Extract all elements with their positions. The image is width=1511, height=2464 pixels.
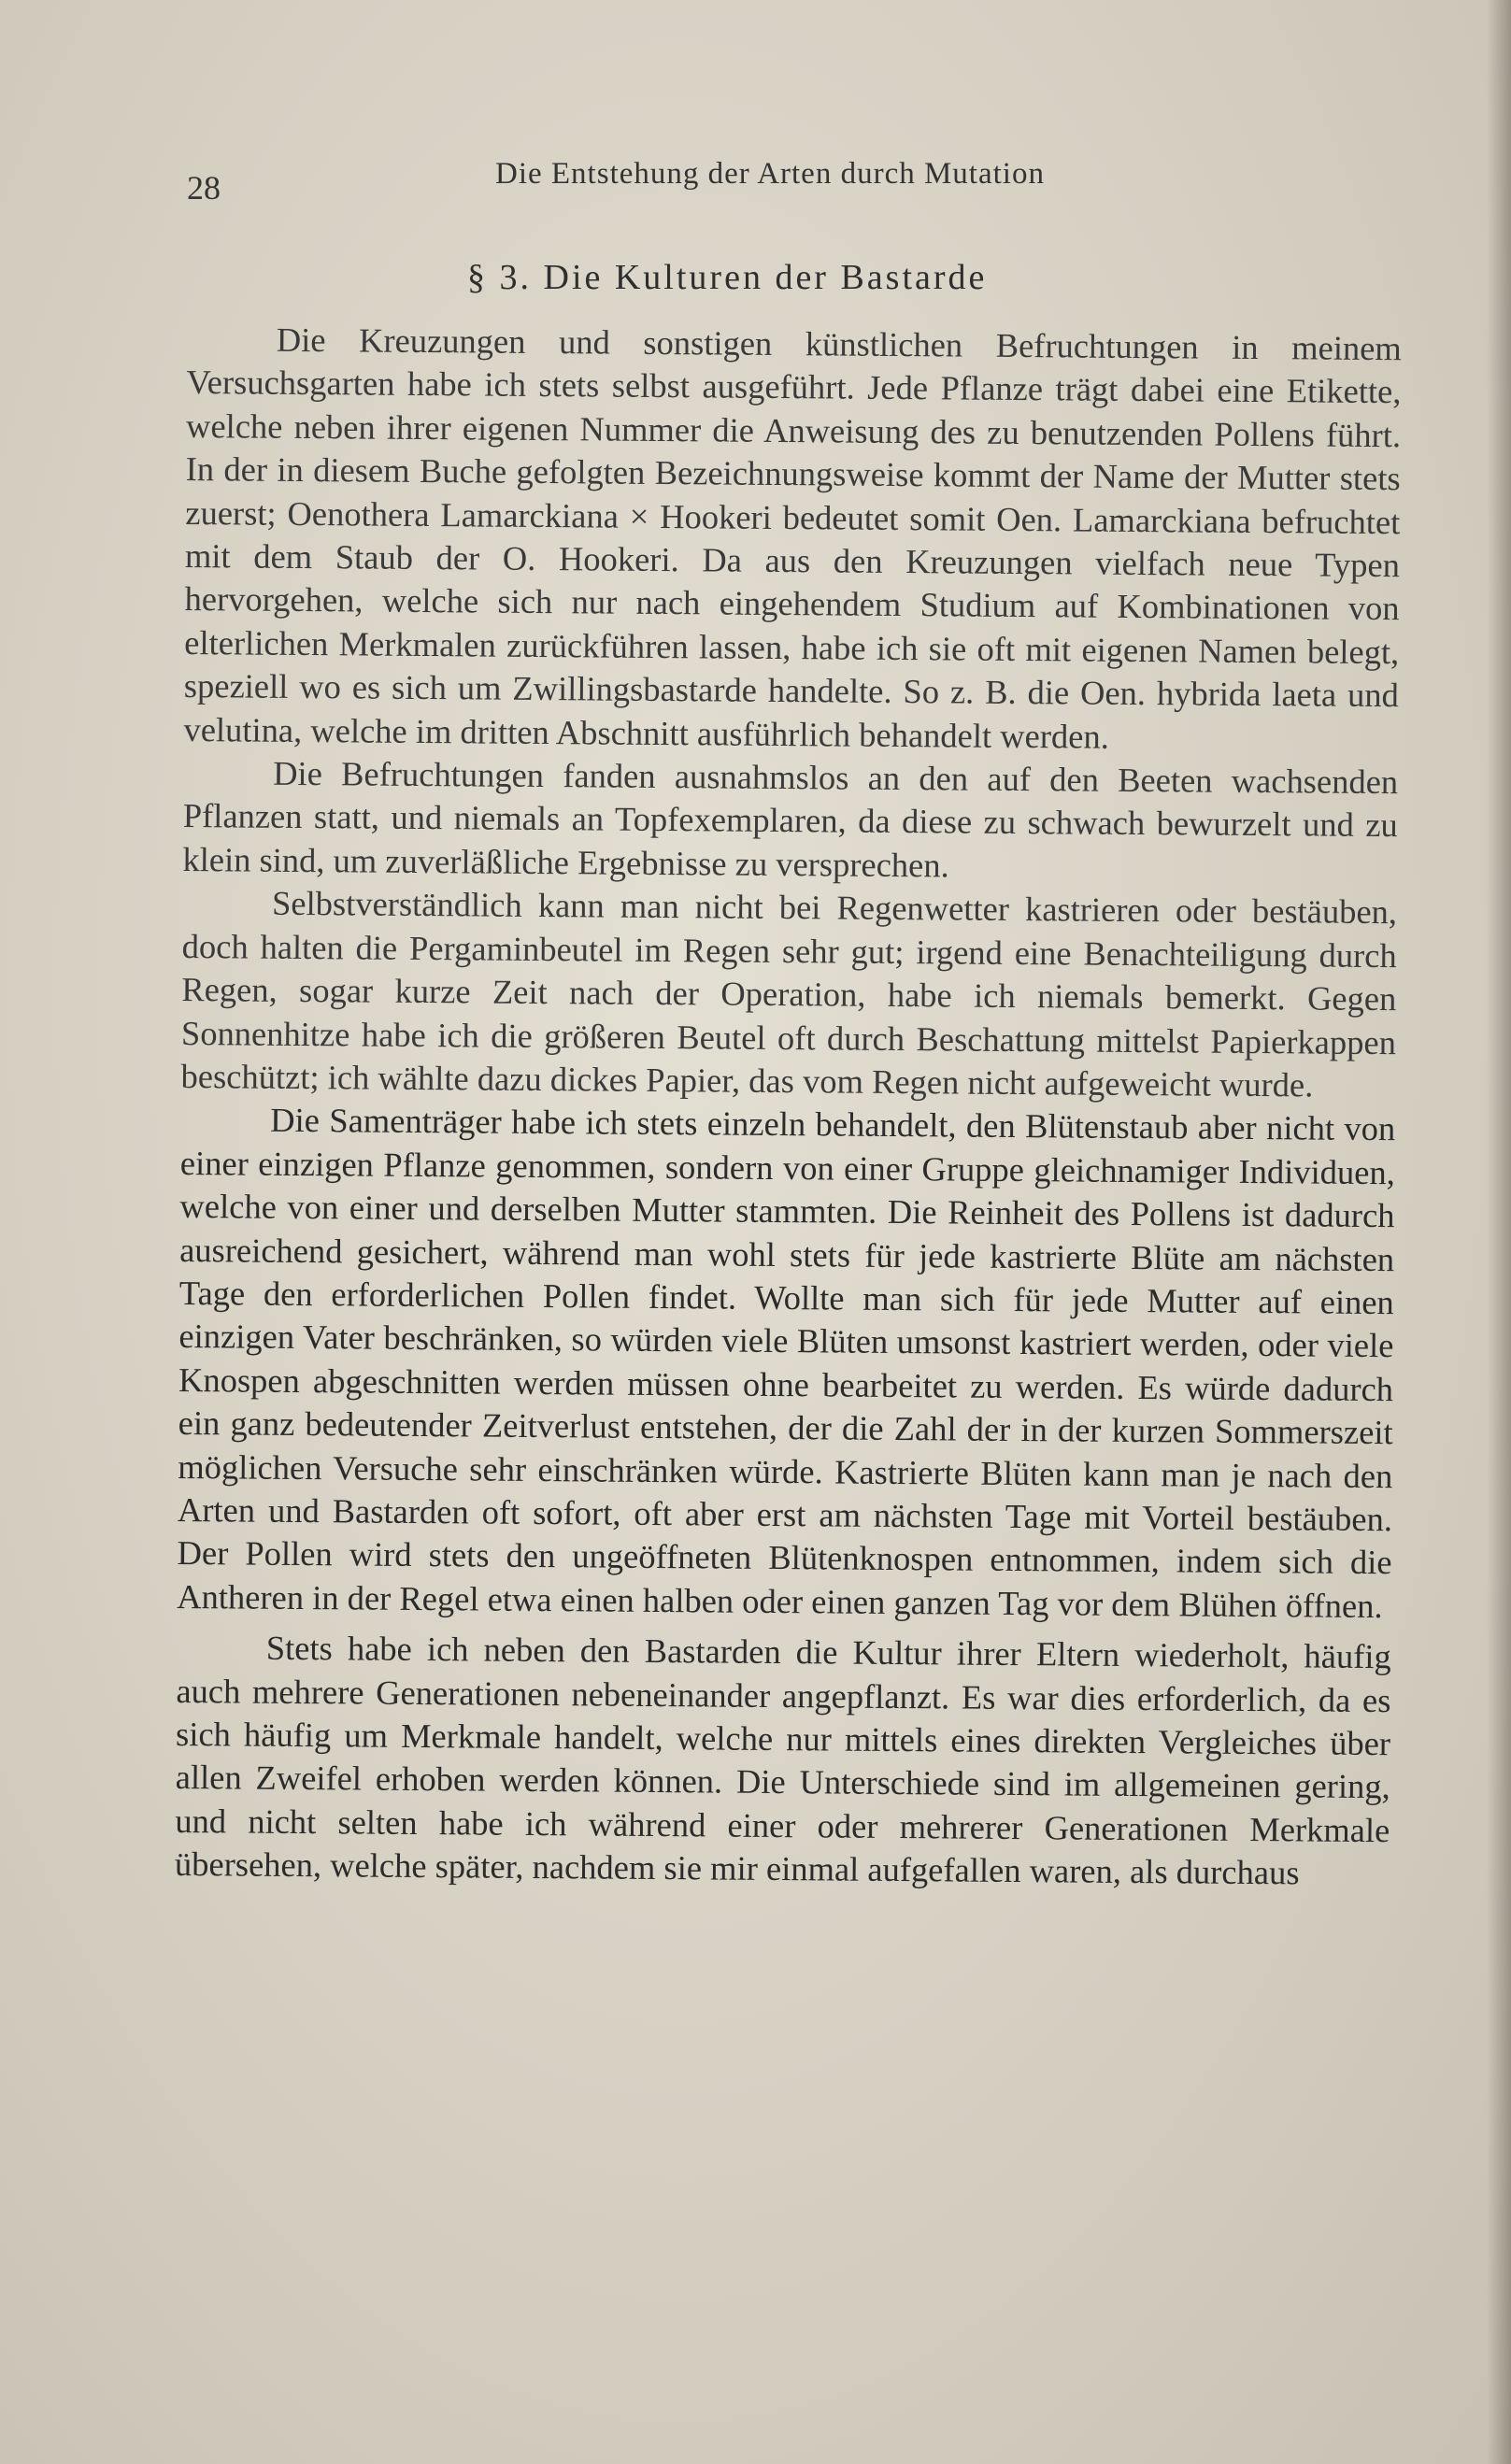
paragraph-3: Selbstverständlich kann man nicht bei Regenwetter kastrieren oder bestäuben, doch halten die Pergaminbeutel im Regen sehr gut; irgend eine Benachteiligung durch Regen, sogar kurze Zeit nach der Operation, habe ich niemals bemerkt. Gegen Sonnenhitze habe ich die größeren Beutel oft durch Beschattung mittelst Papierkappen beschützt; ich wählte dazu dickes Papier, das vom Regen nicht aufgeweicht wurde. (180, 884, 1398, 1104)
running-head: Die Entstehung der Arten durch Mutation (495, 157, 1045, 191)
section-title: § 3. Die Kulturen der Bastarde (467, 258, 988, 297)
page-number: 28 (187, 169, 221, 207)
paragraph-1: Die Kreuzungen und sonstigen künstlichen Befruchtungen in meinem Versuchsgarten habe ich stets selbst ausgeführt. Jede Pflanze trägt dabei eine Etikette, welche neben ihrer eigenen Nummer die Anweisung des zu benutzenden Pollens führt. In der in diesem Buche gefolgten Bezeichnungsweise kommt der Name der Mutter stets zuerst; Oenothera Lamarckiana × Hookeri bedeutet somit Oen. Lamarckiana befruchtet mit dem Staub der O. Hookeri. Da aus den Kreuzungen vielfach neue Typen hervorgehen, welche sich nur nach eingehendem Studium auf Kombinationen von elterlichen Merkmalen zurückführen lassen, habe ich sie oft mit eigenen Namen belegt, speziell wo es sich um Zwillingsbastarde handelte. So z. B. die Oen. hybrida laeta und velutina, welche im dritten Abschnitt ausführlich behandelt werden. (183, 320, 1402, 756)
body-text (175, 318, 1402, 1896)
paragraph-2: Die Befruchtungen fanden ausnahmslos an den auf den Beeten wachsenden Pflanzen statt, und niemals an Topfexemplaren, da diese zu schwach bewurzelt und zu klein sind, um zuverläßliche Ergebnisse zu versprechen. (182, 753, 1399, 885)
paragraph-5: Stets habe ich neben den Bastarden die Kultur ihrer Eltern wiederholt, häufig auch mehrere Generationen nebeneinander angepflanzt. Es war dies erforderlich, da es sich häufig um Merkmale handelt, welche nur mittels eines direkten Vergleiches über allen Zweifel erhoben werden können. Die Unterschiede sind im allgemeinen gering, und nicht selten habe ich während einer oder mehrerer Generationen Merkmale übersehen, welche später, nachdem sie mir einmal aufgefallen waren, als durchaus (174, 1628, 1391, 1892)
page-gutter-shadow (1487, 0, 1511, 2464)
paragraph-4: Die Samenträger habe ich stets einzeln behandelt, den Blütenstaub aber nicht von einer einzigen Pflanze genommen, sondern von einer Gruppe gleichnamiger Individuen, welche von einer und derselben Mutter stammten. Die Reinheit des Pollens ist dadurch ausreichend gesichert, während man wohl stets für jede kastrierte Blüte am nächsten Tage den erforderlichen Pollen findet. Wollte man sich für jede Mutter auf einen einzigen Vater beschränken, so würden viele Blüten umsonst kastriert werden, oder viele Knospen abgeschnitten werden müssen ohne bearbeitet zu werden. Es würde dadurch ein ganz bedeutender Zeitverlust entstehen, der die Zahl der in der kurzen Sommerszeit möglichen Versuche sehr einschränken würde. Kastrierte Blüten kann man je nach den Arten und Bastarden oft sofort, oft aber erst am nächsten Tage mit Vorteil bestäuben. Der Pollen wird stets den ungeöffneten Blütenknospen entnommen, indem sich die Antheren in der Regel etwa einen halben oder einen ganzen Tag vor dem Blühen öffnen. (177, 1101, 1396, 1625)
page-header (187, 157, 1121, 213)
